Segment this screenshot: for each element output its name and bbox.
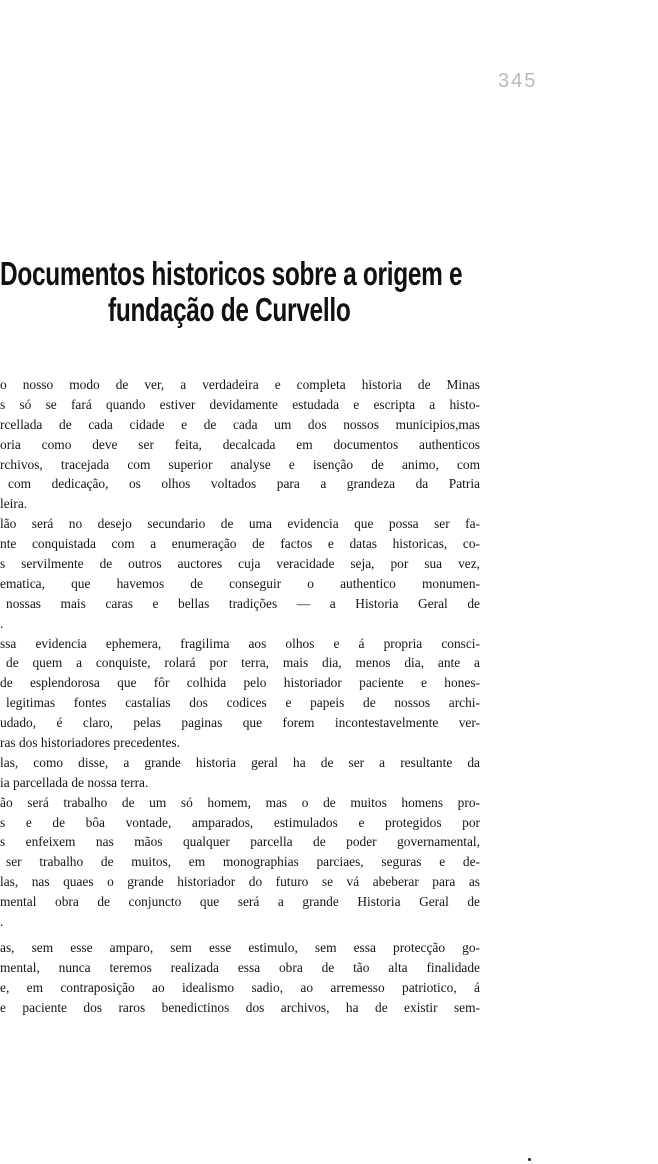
title-line-1: Documentos historicos sobre a origem e [0,255,463,292]
title-line-2: fundação de Curvello [108,291,351,328]
body-line: leira. [0,496,28,512]
body-line: rchivos, tracejada com superior analyse e isenção de animo, com [0,456,480,472]
body-line: com dedicação, os olhos voltados para a grandeza da Patria [8,476,480,492]
body-line: oria como deve ser feita, decalcada em documentos authenticos [0,436,480,452]
body-line: e, em contraposição ao idealismo sadio, ao arremesso patriotico, á [0,979,480,995]
body-line: . [0,914,4,930]
article-body [0,375,480,1018]
body-line: as, sem esse amparo, sem esse estimulo, sem essa protecção go- [0,939,480,955]
body-line: s e de bôa vontade, amparados, estimulados e protegidos por [0,814,480,830]
body-line: o nosso modo de ver, a verdadeira e completa historia de Minas [0,377,480,392]
body-line: s enfeixem nas mãos qualquer parcella de poder governamental, [0,834,480,850]
body-line: lão será no desejo secundario de uma evidencia que possa ser fa- [0,516,480,532]
body-line: s servilmente de outros auctores cuja veracidade seja, por sua vez, [0,556,480,572]
body-line: e paciente dos raros benedictinos dos archivos, ha de existir sem- [0,999,480,1015]
article-title [0,255,463,328]
body-line: nossas mais caras e bellas tradições — a Historia Geral de [6,595,480,611]
body-line: mental obra de conjuncto que será a grande Historia Geral de [0,894,480,910]
body-line: legitimas fontes castalias dos codices e papeis de nossos archi- [6,695,480,711]
body-line: ematica, que havemos de conseguir o authentico monumen- [0,575,480,591]
body-line: s só se fará quando estiver devidamente estudada e escripta a histo- [0,396,480,412]
body-line: rcellada de cada cidade e de cada um dos nossos municipios,mas [0,416,480,432]
body-line: ssa evidencia ephemera, fragilima aos olhos e á propria consci- [0,635,480,651]
body-line: udado, é claro, pelas paginas que forem incontestavelmente ver- [0,715,480,731]
body-line: las, como disse, a grande historia geral ha de ser a resultante da [0,754,480,770]
body-line: ão será trabalho de um só homem, mas o de muitos homens pro- [0,794,480,810]
body-line: mental, nunca teremos realizada essa obra de tão alta finalidade [0,959,480,975]
body-line: . [0,615,4,631]
body-line: de quem a conquiste, rolará por terra, mais dia, menos dia, ante a [6,655,480,671]
body-line: nte conquistada com a enumeração de factos e datas historicas, co- [0,536,480,552]
body-line: las, nas quaes o grande historiador do futuro se vá abeberar para as [0,874,480,890]
body-line: ras dos historiadores precedentes. [0,735,180,751]
body-line: ser trabalho de muitos, em monographias parciaes, seguras e de- [6,854,480,870]
body-line: ia parcellada de nossa terra. [0,774,149,790]
scan-speck [528,1158,531,1161]
page-number: 345 [498,70,538,92]
body-line: de esplendorosa que fôr colhida pelo historiador paciente e hones- [0,675,480,691]
